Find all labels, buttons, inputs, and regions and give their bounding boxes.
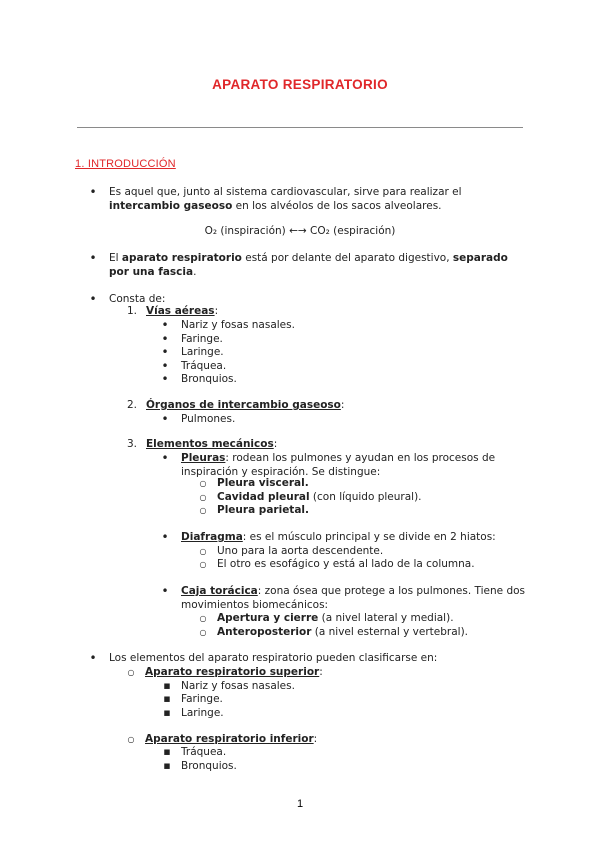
list-heading-vias: Vías aéreas: <box>146 305 219 317</box>
bullet-square-icon <box>160 706 174 720</box>
bullet-dot-icon <box>158 451 172 466</box>
bullet-circle-icon <box>196 611 210 626</box>
bullet-dot-icon <box>86 251 100 266</box>
bullet-circle-icon <box>124 665 138 680</box>
list-item: Tráquea. <box>181 360 227 372</box>
bullet-dot-icon <box>86 651 100 666</box>
bullet-dot-icon <box>158 345 172 360</box>
list-item: Laringe. <box>181 346 224 358</box>
bullet-circle-icon <box>196 476 210 491</box>
list-item: Uno para la aorta descendente. <box>217 545 384 557</box>
caja-text: Caja torácica: zona ósea que protege a los pulmones. Tiene dos movimientos biomecánicos: <box>181 585 526 611</box>
list-item: Nariz y fosas nasales. <box>181 680 295 692</box>
list-item: Pleura parietal. <box>217 504 310 516</box>
list-number: 1. <box>127 305 138 317</box>
list-number: 2. <box>127 399 138 411</box>
list-heading-organos: Órganos de intercambio gaseoso: <box>146 399 345 411</box>
list-item: Anteroposterior (a nivel esternal y vertebral). <box>217 626 469 638</box>
bullet-dot-icon <box>158 412 172 427</box>
horizontal-rule <box>77 127 523 128</box>
list-item: Laringe. <box>181 707 224 719</box>
list-item: Pleura visceral. <box>217 477 309 489</box>
bullet-dot-icon <box>158 530 172 545</box>
list-item: Tráquea. <box>181 746 227 758</box>
paragraph-intro: Es aquel que, junto al sistema cardiovascular, sirve para realizar el intercambio gaseoso en los alvéolos de los sacos alveolares. <box>109 186 462 212</box>
bullet-square-icon <box>160 692 174 706</box>
list-item: Apertura y cierre (a nivel lateral y medial). <box>217 612 454 624</box>
bullet-dot-icon <box>158 584 172 599</box>
list-heading-inferior: Aparato respiratorio inferior: <box>145 733 318 745</box>
list-number: 3. <box>127 438 138 450</box>
list-item: Faringe. <box>181 693 223 705</box>
page-title: APARATO RESPIRATORIO <box>212 77 388 92</box>
bullet-square-icon <box>160 679 174 693</box>
list-item: Pulmones. <box>181 413 236 425</box>
bullet-square-icon <box>160 745 174 759</box>
bullet-circle-icon <box>196 557 210 572</box>
list-item: Bronquios. <box>181 760 237 772</box>
paragraph-position: El aparato respiratorio está por delante del aparato digestivo, separado por una fascia. <box>109 252 508 278</box>
bullet-circle-icon <box>124 732 138 747</box>
bullet-circle-icon <box>196 625 210 640</box>
list-item: Cavidad pleural (con líquido pleural). <box>217 491 422 503</box>
bullet-dot-icon <box>86 292 100 307</box>
list-item: Faringe. <box>181 333 223 345</box>
list-heading-superior: Aparato respiratorio superior: <box>145 666 323 678</box>
bullet-dot-icon <box>158 372 172 387</box>
list-item: Bronquios. <box>181 373 237 385</box>
bullet-dot-icon <box>158 318 172 333</box>
bullet-dot-icon <box>86 185 100 200</box>
bullet-square-icon <box>160 759 174 773</box>
formula: O₂ (inspiración) ←→ CO₂ (espiración) <box>204 225 396 237</box>
diafragma-text: Diafragma: es el músculo principal y se divide en 2 hiatos: <box>181 531 496 543</box>
paragraph-clasificacion: Los elementos del aparato respiratorio pueden clasificarse en: <box>109 652 438 664</box>
page-number: 1 <box>296 798 304 810</box>
list-item: El otro es esofágico y está al lado de la columna. <box>217 558 475 570</box>
list-heading-elementos: Elementos mecánicos: <box>146 438 278 450</box>
paragraph-consta: Consta de: <box>109 293 166 305</box>
bullet-circle-icon <box>196 503 210 518</box>
pleuras-text: Pleuras: rodean los pulmones y ayudan en los procesos de inspiración y espiración. Se distingue: <box>181 452 496 478</box>
list-item: Nariz y fosas nasales. <box>181 319 295 331</box>
section-heading: 1. INTRODUCCIÓN <box>75 158 176 170</box>
